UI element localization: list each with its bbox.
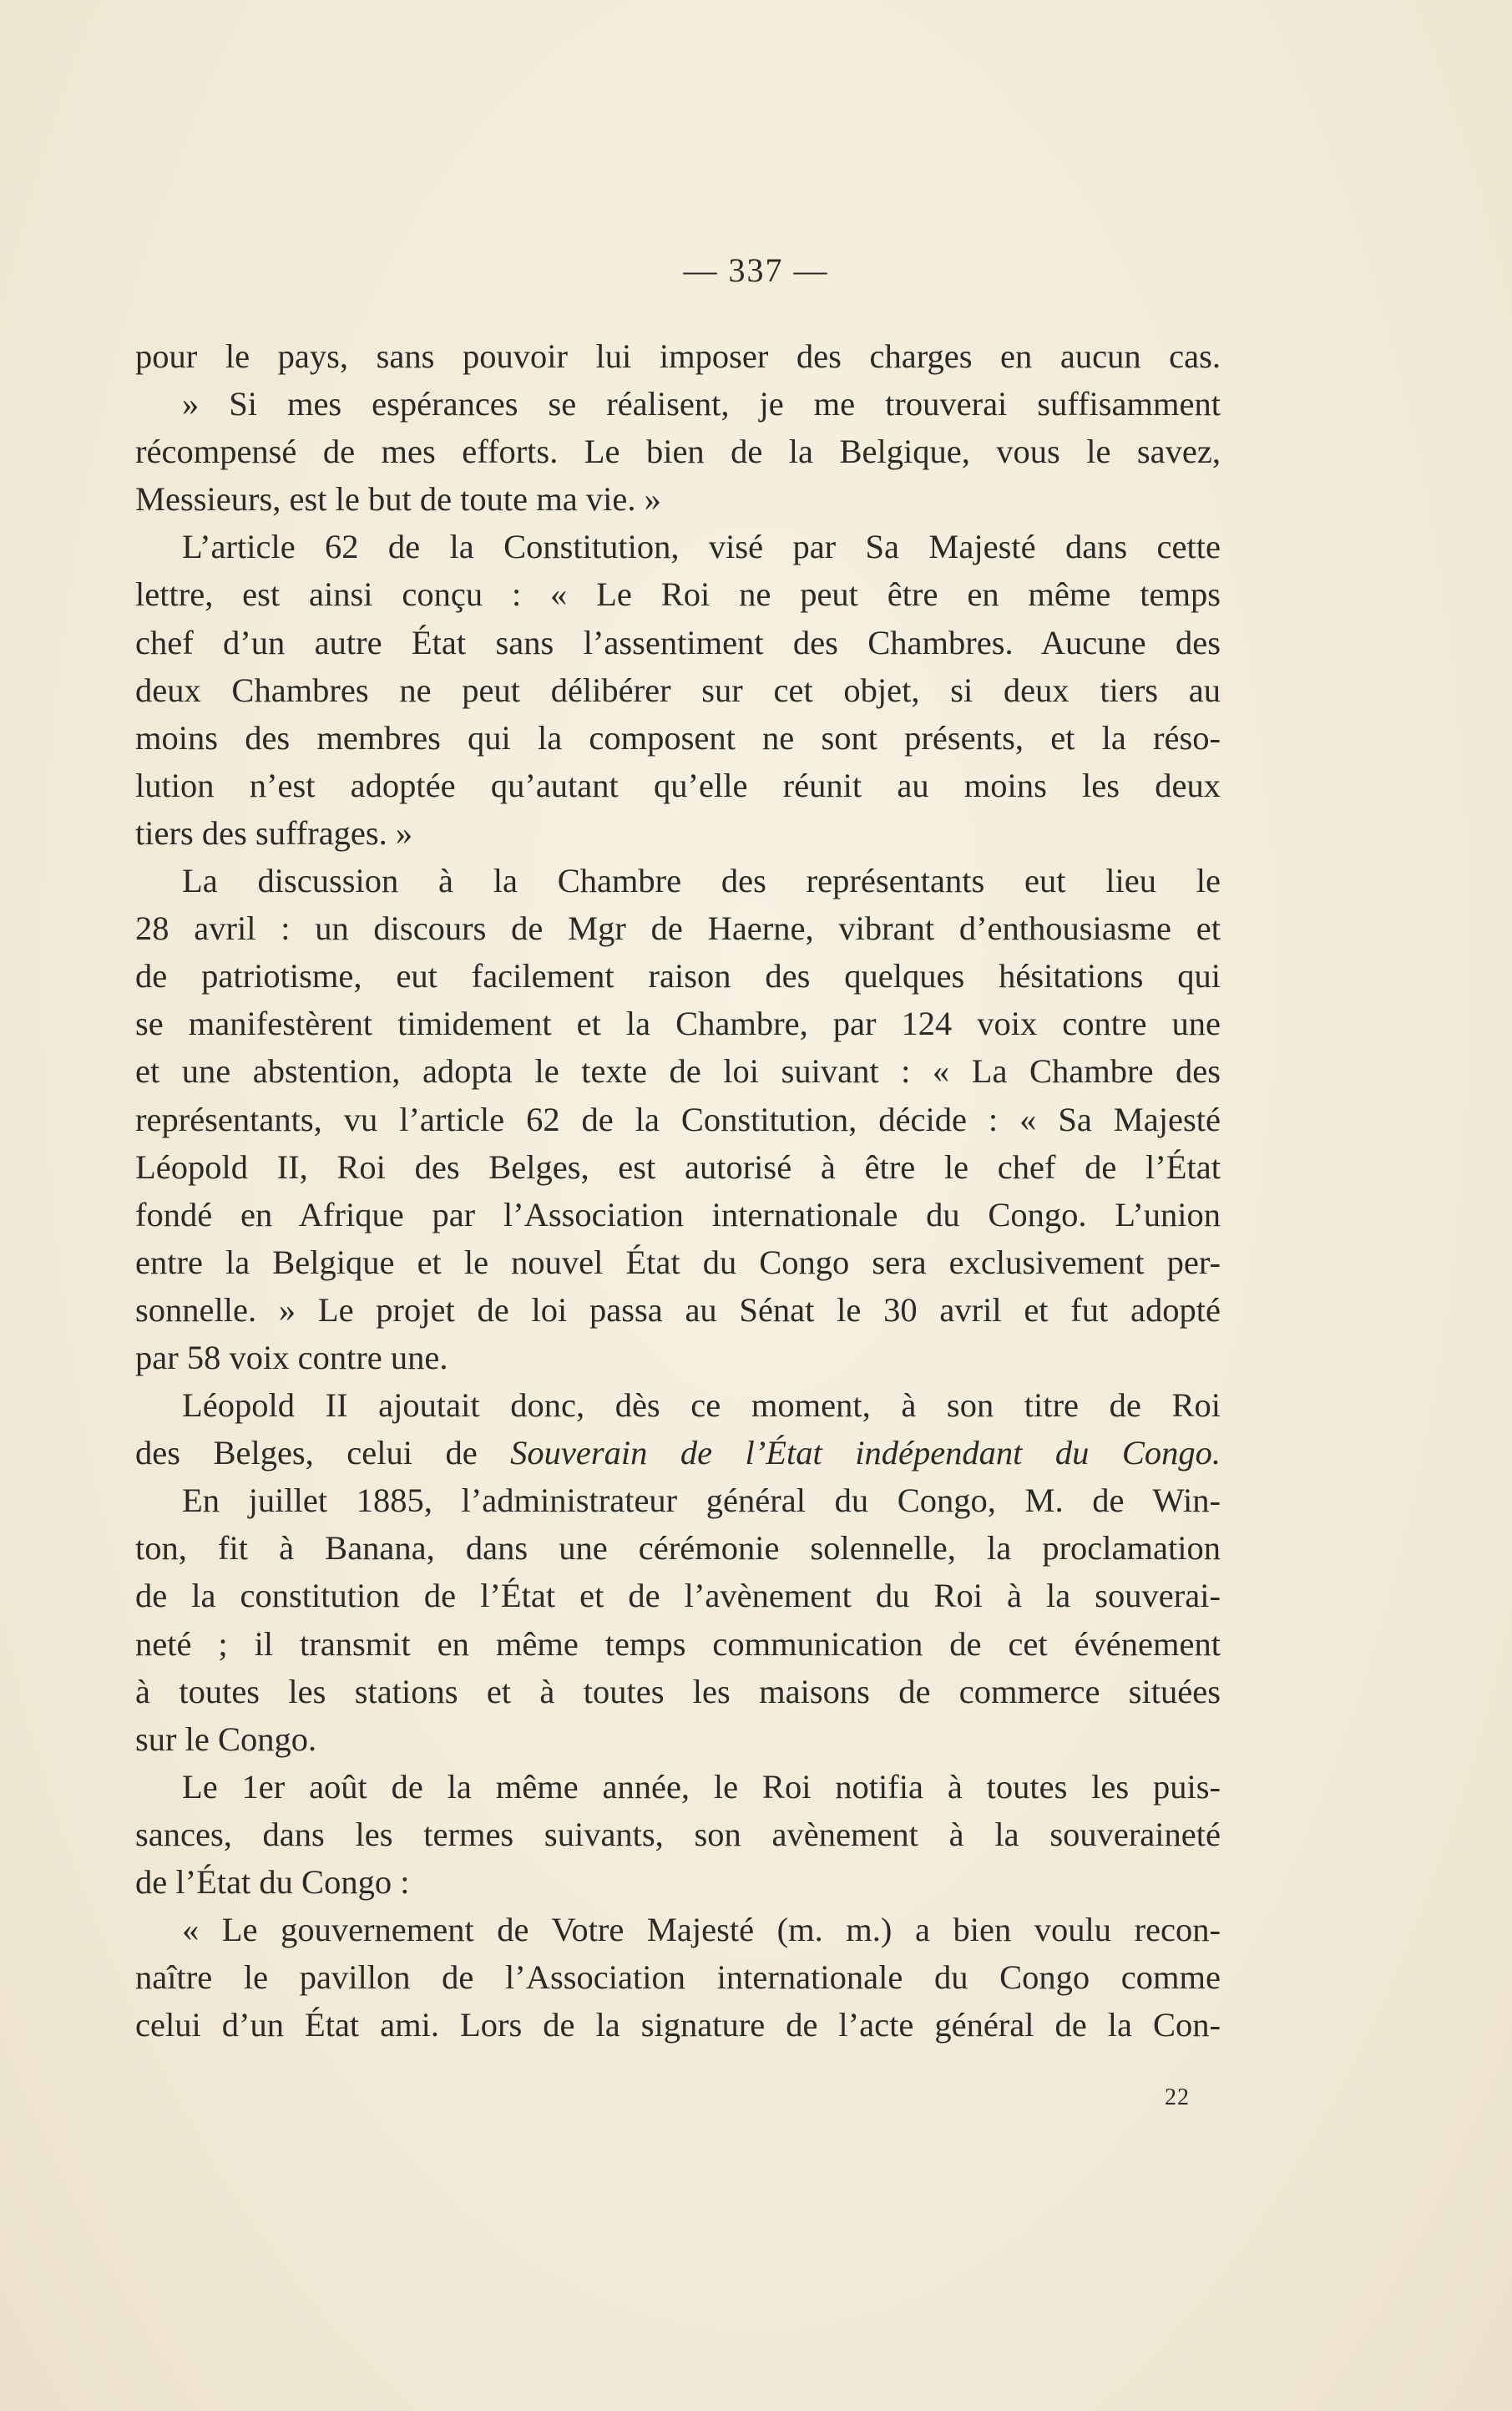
text-line: se manifestèrent timidement et la Chambre, par 124 voix contre une xyxy=(135,1005,1221,1043)
page-number-header: — 337 — xyxy=(683,251,829,289)
text-line-with-italic xyxy=(135,1429,1221,1476)
text-line: et une abstention, adopta le texte de loi suivant : « La Chambre des xyxy=(135,1052,1221,1091)
text-line: La discussion à la Chambre des représentants eut lieu le xyxy=(182,862,1221,900)
text-line: entre la Belgique et le nouvel État du Congo sera exclusivement per- xyxy=(135,1243,1221,1281)
text-line: L’article 62 de la Constitution, visé par Sa Majesté dans cette xyxy=(182,528,1221,566)
text-line: de l’État du Congo : xyxy=(135,1863,410,1901)
text-line: à toutes les stations et à toutes les maisons de commerce situées xyxy=(135,1672,1221,1710)
text-line: En juillet 1885, l’administrateur général du Congo, M. de Win- xyxy=(182,1482,1221,1520)
text-line: pour le pays, sans pouvoir lui imposer des charges en aucun cas. xyxy=(135,337,1221,375)
body-text xyxy=(135,332,1221,2049)
text-line: 28 avril : un discours de Mgr de Haerne, vibrant d’enthousiasme et xyxy=(135,909,1221,948)
text-line: sances, dans les termes suivants, son avènement à la souveraineté xyxy=(135,1815,1221,1853)
text-line: représentants, vu l’article 62 de la Constitution, décide : « Sa Majesté xyxy=(135,1100,1221,1138)
text-line: naître le pavillon de l’Association internationale du Congo comme xyxy=(135,1958,1221,1997)
text-line: deux Chambres ne peut délibérer sur cet objet, si deux tiers au xyxy=(135,671,1221,709)
text-line: celui d’un État ami. Lors de la signature de l’acte général de la Con- xyxy=(135,2006,1221,2044)
text-line: Le 1er août de la même année, le Roi notifia à toutes les puis- xyxy=(182,1767,1221,1806)
text-line: Léopold II ajoutait donc, dès ce moment, à son titre de Roi xyxy=(182,1386,1221,1425)
text-line: moins des membres qui la composent ne sont présents, et la réso- xyxy=(135,718,1221,757)
text-line: sonnelle. » Le projet de loi passa au Sénat le 30 avril et fut adopté xyxy=(135,1290,1221,1329)
text-line: lution n’est adoptée qu’autant qu’elle réunit au moins les deux xyxy=(135,766,1221,804)
text-line: chef d’un autre État sans l’assentiment des Chambres. Aucune des xyxy=(135,623,1221,661)
text-line: ton, fit à Banana, dans une cérémonie solennelle, la proclamation xyxy=(135,1529,1221,1568)
text-line: neté ; il transmit en même temps communication de cet événement xyxy=(135,1624,1221,1663)
text-line: » Si mes espérances se réalisent, je me trouverai suffisamment xyxy=(182,385,1221,423)
text-line: « Le gouvernement de Votre Majesté (m. m.) a bien voulu recon- xyxy=(182,1911,1221,1949)
text-line: de patriotisme, eut facilement raison des quelques hésitations qui xyxy=(135,957,1221,995)
text-line: par 58 voix contre une. xyxy=(135,1338,448,1376)
text-line: récompensé de mes efforts. Le bien de la Belgique, vous le savez, xyxy=(135,433,1221,471)
text-line-pre: des Belges, celui de xyxy=(135,1434,511,1472)
text-line: Messieurs, est le but de toute ma vie. » xyxy=(135,480,661,519)
text-line: lettre, est ainsi conçu : « Le Roi ne peut être en même temps xyxy=(135,575,1221,614)
text-line: de la constitution de l’État et de l’avènement du Roi à la souverai- xyxy=(135,1577,1221,1615)
italic-title: Souverain de l’État indépendant du Congo. xyxy=(510,1434,1221,1472)
text-line: tiers des suffrages. » xyxy=(135,813,413,852)
text-line: fondé en Afrique par l’Association internationale du Congo. L’union xyxy=(135,1195,1221,1233)
text-line: sur le Congo. xyxy=(135,1720,317,1758)
text-line: Léopold II, Roi des Belges, est autorisé à être le chef de l’État xyxy=(135,1147,1221,1186)
signature-mark: 22 xyxy=(1165,2084,1190,2110)
